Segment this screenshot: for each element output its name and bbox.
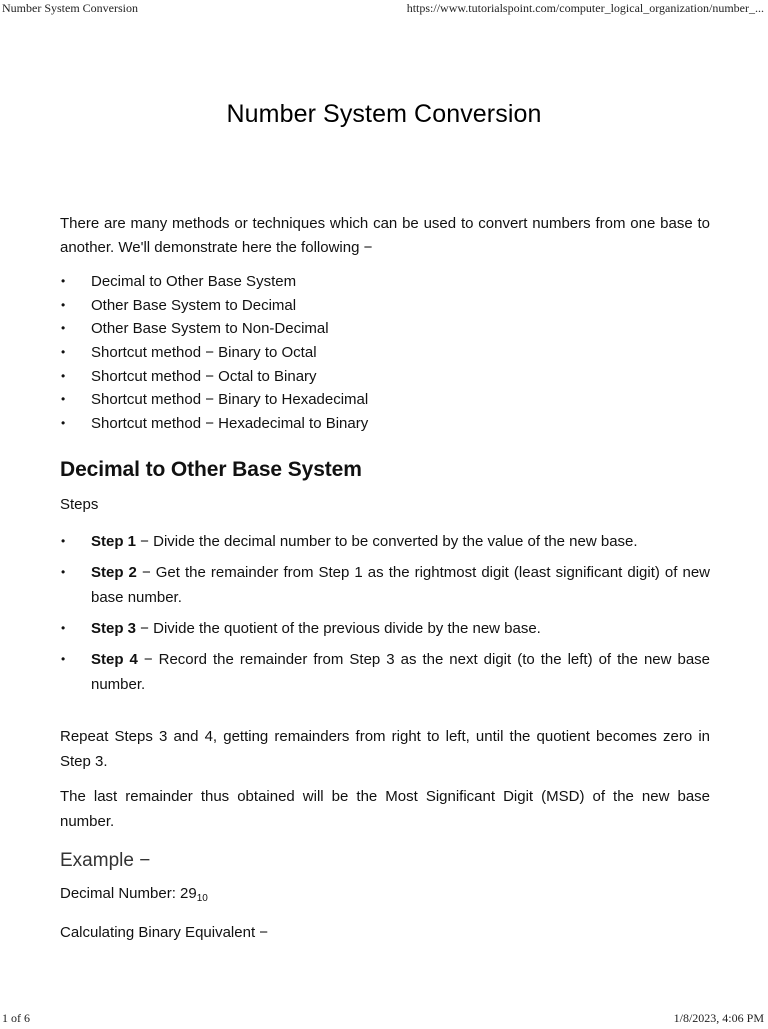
list-item <box>60 341 710 365</box>
decimal-number-line <box>60 882 710 911</box>
bullet-icon: • <box>61 620 66 635</box>
step-name: Step 2 <box>91 563 137 581</box>
bullet-icon: • <box>61 345 66 360</box>
steps-list <box>60 529 710 697</box>
bullet-icon: • <box>61 416 66 431</box>
bullet-icon: • <box>61 651 66 666</box>
repeat-paragraph: Repeat Steps 3 and 4, getting remainders from right to left, until the quotient becomes zero in Step 3. <box>60 727 710 770</box>
bullet-icon: • <box>61 564 66 579</box>
section-title: Decimal to Other Base System <box>60 457 362 481</box>
decimal-number-base: 10 <box>196 892 208 904</box>
page-title: Number System Conversion <box>226 100 542 128</box>
bullet-icon: • <box>61 392 66 407</box>
decimal-number-value: 29 <box>180 884 197 902</box>
article-body <box>60 212 710 955</box>
print-date: 1/8/2023, 4:06 PM <box>673 1011 764 1025</box>
list-item <box>60 529 710 554</box>
step-text: − Record the remainder from Step 3 as the next digit (to the left) of the new base number. <box>91 650 710 693</box>
step-name: Step 1 <box>91 532 137 550</box>
example-title: Example − <box>60 849 151 871</box>
print-header-title: Number System Conversion <box>2 1 138 15</box>
methods-list <box>60 270 710 436</box>
intro-paragraph: There are many methods or techniques which can be used to convert numbers from one base to another. We'll demonstrate here the following − <box>60 215 710 256</box>
bullet-icon: • <box>61 368 66 383</box>
method-label: Shortcut method − Octal to Binary <box>91 367 317 385</box>
bullet-icon: • <box>61 533 66 548</box>
list-item <box>60 270 710 294</box>
print-header-url: https://www.tutorialspoint.com/computer_logical_organization/number_... <box>406 1 764 15</box>
list-item <box>60 365 710 389</box>
method-label: Shortcut method − Binary to Hexadecimal <box>91 391 369 409</box>
calc-binary-line: Calculating Binary Equivalent − <box>60 923 269 941</box>
bullet-icon: • <box>61 297 66 312</box>
step-text: − Divide the quotient of the previous divide by the new base. <box>136 619 541 637</box>
method-label: Decimal to Other Base System <box>91 273 297 290</box>
step-text: − Divide the decimal number to be converted by the value of the new base. <box>136 532 638 550</box>
list-item <box>60 388 710 412</box>
list-item <box>60 294 710 318</box>
method-label: Shortcut method − Binary to Octal <box>91 344 317 362</box>
list-item <box>60 412 710 436</box>
print-footer <box>0 1011 768 1029</box>
decimal-number-label: Decimal Number: <box>60 884 181 902</box>
list-item <box>60 616 710 641</box>
list-item <box>60 560 710 610</box>
step-text: − Get the remainder from Step 1 as the rightmost digit (least significant digit) of new base number. <box>91 563 711 606</box>
list-item <box>60 647 710 697</box>
bullet-icon: • <box>61 274 66 288</box>
step-name: Step 3 <box>91 619 137 637</box>
print-header <box>0 1 768 19</box>
method-label: Other Base System to Non-Decimal <box>91 320 329 338</box>
page-number: 1 of 6 <box>2 1011 30 1025</box>
step-name: Step 4 <box>91 650 138 668</box>
bullet-icon: • <box>61 321 66 336</box>
method-label: Shortcut method − Hexadecimal to Binary <box>91 415 369 433</box>
msd-paragraph: The last remainder thus obtained will be the Most Significant Digit (MSD) of the new base number. <box>60 787 710 830</box>
list-item <box>60 317 710 341</box>
steps-label: Steps <box>60 495 99 513</box>
method-label: Other Base System to Decimal <box>91 296 297 314</box>
